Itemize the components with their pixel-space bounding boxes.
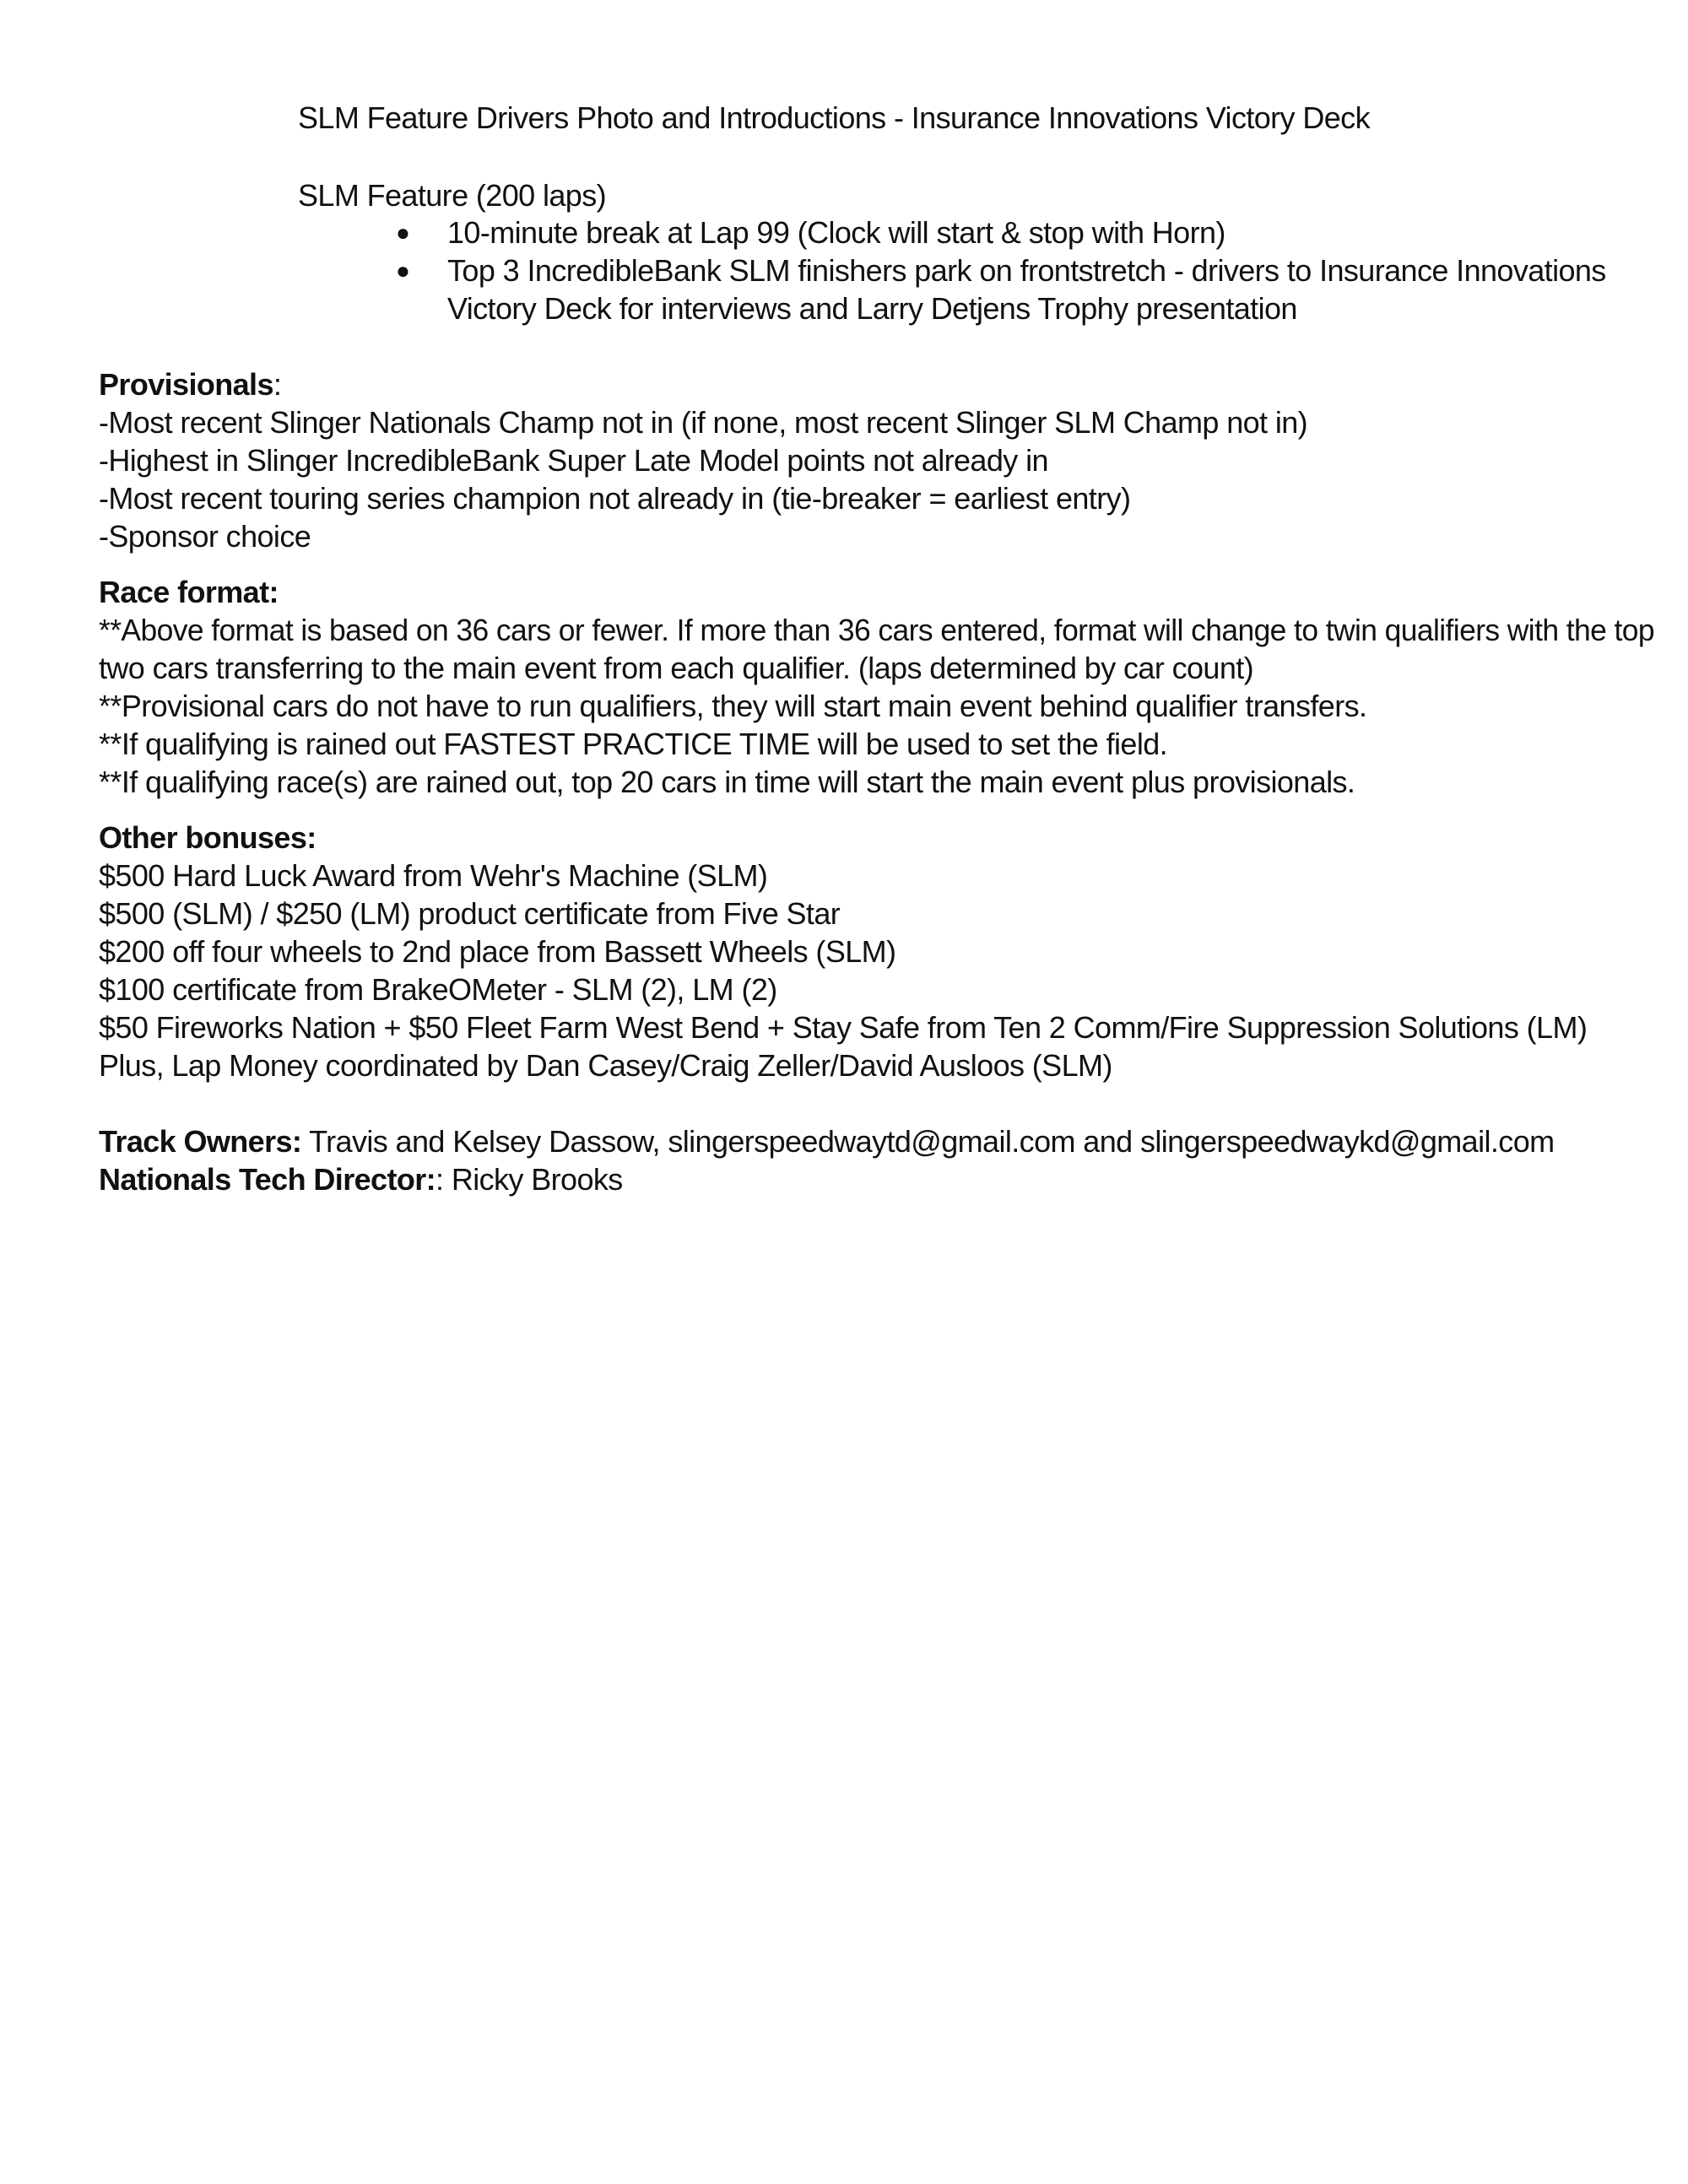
- bonus-line: $50 Fireworks Nation + $50 Fleet Farm West Bend + Stay Safe from Ten 2 Comm/Fire Suppression Solutions (LM): [99, 1010, 1588, 1045]
- provisionals-heading-label: Provisionals: [99, 367, 273, 402]
- race-format-line: two cars transferring to the main event from each qualifier. (laps determined by car count): [99, 651, 1254, 685]
- feature-title: SLM Feature (200 laps): [298, 178, 606, 213]
- race-format-line: **Provisional cars do not have to run qualifiers, they will start main event behind qualifier transfers.: [99, 689, 1367, 723]
- race-format-line: **If qualifying is rained out FASTEST PRACTICE TIME will be used to set the field.: [99, 727, 1168, 761]
- provisional-item: -Most recent touring series champion not already in (tie-breaker = earliest entry): [99, 481, 1131, 516]
- provisional-item: -Most recent Slinger Nationals Champ not in (if none, most recent Slinger SLM Champ not in): [99, 405, 1308, 440]
- other-bonuses-heading: Other bonuses:: [99, 820, 316, 855]
- provisional-item: -Highest in Slinger IncredibleBank Super Late Model points not already in: [99, 443, 1048, 478]
- bonus-line: $500 Hard Luck Award from Wehr's Machine (SLM): [99, 858, 768, 893]
- bullet-icon: ●: [396, 257, 410, 284]
- tech-director-line: [99, 1161, 623, 1198]
- provisionals-heading: [99, 366, 281, 403]
- race-format-line: **If qualifying race(s) are rained out, top 20 cars in time will start the main event plus provisionals.: [99, 765, 1355, 799]
- photo-intro-line: SLM Feature Drivers Photo and Introductions - Insurance Innovations Victory Deck: [298, 100, 1370, 135]
- bonus-line: Plus, Lap Money coordinated by Dan Casey/Craig Zeller/David Ausloos (SLM): [99, 1048, 1112, 1083]
- track-owners-label: Track Owners:: [99, 1124, 302, 1159]
- bullet-item: Top 3 IncredibleBank SLM finishers park on frontstretch - drivers to Insurance Innovations: [447, 253, 1606, 288]
- race-format-line: **Above format is based on 36 cars or fewer. If more than 36 cars entered, format will change to twin qualifiers with the top: [99, 613, 1654, 647]
- race-format-heading: Race format:: [99, 575, 279, 609]
- tech-director-value: : Ricky Brooks: [436, 1162, 623, 1197]
- bonus-line: $100 certificate from BrakeOMeter - SLM (2), LM (2): [99, 972, 777, 1007]
- bullet-icon: ●: [396, 219, 410, 246]
- provisionals-heading-colon: :: [273, 367, 282, 402]
- track-owners-line: [99, 1123, 1555, 1160]
- track-owners-value: Travis and Kelsey Dassow, slingerspeedwaytd@gmail.com and slingerspeedwaykd@gmail.com: [301, 1124, 1555, 1159]
- bullet-item-continuation: Victory Deck for interviews and Larry Detjens Trophy presentation: [447, 291, 1297, 326]
- bullet-item: 10-minute break at Lap 99 (Clock will start & stop with Horn): [447, 215, 1225, 250]
- bonus-line: $500 (SLM) / $250 (LM) product certificate from Five Star: [99, 896, 841, 931]
- bonus-line: $200 off four wheels to 2nd place from Bassett Wheels (SLM): [99, 934, 896, 969]
- provisional-item: -Sponsor choice: [99, 519, 311, 554]
- tech-director-label: Nationals Tech Director:: [99, 1162, 436, 1197]
